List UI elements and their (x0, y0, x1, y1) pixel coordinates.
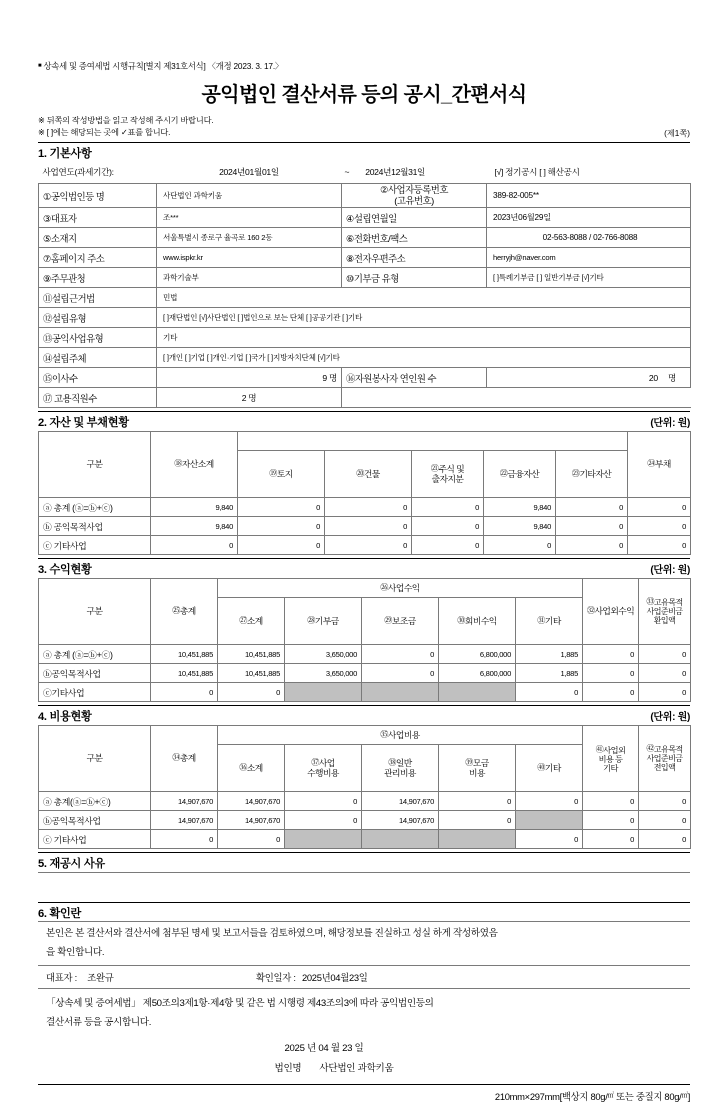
expenses-row2-c5: 0 (516, 830, 583, 849)
section2-heading-text: 2. 자산 및 부채현황 (38, 417, 129, 430)
assets-col-stocks: ㉑주식 및 출자지분 (412, 451, 484, 498)
revenue-table (38, 578, 691, 702)
confirmation-statement (38, 921, 690, 964)
revenue-row0-label: ⓐ 총계 (ⓐ=ⓑ+ⓒ) (39, 645, 151, 664)
revenue-col-membership (439, 598, 516, 645)
expenses-col-other-text: 기타 (544, 762, 561, 773)
instruction-notes (38, 115, 213, 139)
section5-heading (38, 852, 690, 871)
assets-row1-c6: 0 (628, 517, 691, 536)
row-employees (39, 388, 691, 408)
expenses-row2-label: ⓒ 기타사업 (39, 830, 151, 849)
revenue-row1-c6: 0 (583, 664, 639, 683)
assets-col-other (556, 451, 628, 498)
assets-row0-c4: 9,840 (484, 498, 556, 517)
expenses-col-subtotal (218, 745, 285, 792)
value-corp-name: 사단법인 과학키움 (157, 183, 342, 208)
value-directors-count (157, 368, 342, 388)
expenses-col-other-num: ㊵ (537, 762, 545, 772)
expenses-row1-c0: 14,907,670 (151, 811, 218, 830)
label-email: ⑧전자우편주소 (342, 248, 487, 268)
assets-row1-c2: 0 (325, 517, 412, 536)
value-representative: 조*** (157, 208, 342, 228)
row-founding-law (39, 288, 691, 308)
confirm-date-value: 2025년04월23일 (301, 971, 368, 983)
revenue-col-reserve-return: ㉝고유목적 사업준비금 환입액 (639, 579, 691, 645)
fiscal-year-end: 2024년12월31일 (365, 167, 426, 178)
revenue-col-donation-num: ㉘ (307, 615, 315, 625)
revenue-col-non-business: ㉜사업외수익 (583, 579, 639, 645)
expenses-row0-c6: 0 (583, 792, 639, 811)
expenses-col-other (516, 745, 583, 792)
table-row (39, 792, 691, 811)
expenses-header-top (39, 726, 691, 745)
assets-col-subtotal-num: ⑱ (174, 459, 182, 469)
table-row (39, 498, 691, 517)
section2-unit-label: (단위: 원) (650, 418, 690, 430)
revenue-col-other-num: ㉛ (537, 615, 545, 625)
expenses-row0-c7: 0 (639, 792, 691, 811)
paper-spec-sup1: ㎡ (607, 1092, 614, 1100)
expenses-row0-c0: 14,907,670 (151, 792, 218, 811)
row-authority (39, 268, 691, 288)
form-reference (38, 60, 690, 72)
assets-row2-c5: 0 (556, 536, 628, 555)
section5-heading-text: 5. 재공시 사유 (38, 858, 105, 871)
revenue-row1-c0: 10,451,885 (151, 664, 218, 683)
expenses-row0-c3: 14,907,670 (362, 792, 439, 811)
volunteers-count-number: 20 (648, 372, 658, 383)
table-row (39, 811, 691, 830)
revenue-col-donation-text: 기부금 (314, 615, 339, 626)
assets-row0-c2: 0 (325, 498, 412, 517)
label-address: ⑤소재지 (39, 228, 157, 248)
expenses-row2-c1: 0 (218, 830, 285, 849)
assets-col-liabilities-num: ㉔ (647, 459, 655, 469)
assets-row2-label: ⓒ 기타사업 (39, 536, 151, 555)
expenses-col-business-group (218, 726, 583, 745)
revenue-row0-c7: 0 (639, 645, 691, 664)
employees-count-number: 2 (241, 392, 247, 403)
signature-corp-name: 사단법인 과학키움 (319, 1063, 394, 1075)
section1-heading-text: 1. 기본사항 (38, 147, 92, 160)
fiscal-year-label: 사업연도(과세기간): (39, 162, 157, 184)
section5-content[interactable] (38, 872, 690, 899)
label-employees-count: ⑰ 고용직원수 (39, 388, 157, 408)
revenue-row1-c1: 10,451,885 (218, 664, 285, 683)
assets-header-top (39, 432, 691, 451)
revenue-col-total-num: ㉕ (172, 606, 180, 616)
revenue-row0-c1: 10,451,885 (218, 645, 285, 664)
paper-spec-a: 210mm×297mm[백상지 80g/ (494, 1091, 608, 1103)
label-public-business-type: ⑬공익사업유형 (39, 328, 157, 348)
assets-row0-c6: 0 (628, 498, 691, 517)
assets-col-land (238, 451, 325, 498)
assets-row1-label: ⓑ 공익목적사업 (39, 517, 151, 536)
expenses-row2-c6: 0 (583, 830, 639, 849)
revenue-row0-c4: 6,800,000 (439, 645, 516, 664)
expenses-row2-c3 (362, 830, 439, 849)
instruction-note-1: ※ 뒤쪽의 작성방법을 읽고 작성해 주시기 바랍니다. (38, 116, 214, 125)
revenue-col-subtotal-num: ㉗ (239, 615, 247, 625)
label-founder-type: ⑭설립주체 (39, 348, 157, 368)
revenue-col-total-text: 총계 (179, 606, 196, 617)
assets-row0-c3: 0 (412, 498, 484, 517)
assets-col-building (325, 451, 412, 498)
value-address: 서울특별시 종로구 율곡로 160 2동 (157, 228, 342, 248)
fiscal-year-row (39, 162, 691, 184)
assets-col-liabilities (628, 432, 691, 498)
revenue-col-donation (285, 598, 362, 645)
representative-field (46, 970, 256, 984)
expenses-col-reserve-transfer: ㊷고유목적 사업준비금 전입액 (639, 726, 691, 792)
revenue-col-business-group-text: 사업수익 (387, 582, 420, 593)
value-authority: 과학기술부 (157, 268, 342, 288)
expenses-row1-c6: 0 (583, 811, 639, 830)
confirm-date-field (256, 970, 368, 984)
revenue-col-subtotal (218, 598, 285, 645)
label-founding-law: ⑪설립근거법 (39, 288, 157, 308)
expenses-row2-c4 (439, 830, 516, 849)
assets-col-division: 구분 (39, 432, 151, 498)
revenue-header-top (39, 579, 691, 598)
assets-col-financial (484, 451, 556, 498)
expenses-row1-c7: 0 (639, 811, 691, 830)
revenue-col-membership-text: 회비수익 (464, 615, 497, 626)
revenue-row1-c4: 6,800,000 (439, 664, 516, 683)
assets-col-group-header (238, 432, 628, 451)
revenue-col-reserve-return-num: ㉝ (646, 597, 654, 607)
expenses-col-division: 구분 (39, 726, 151, 792)
row-establishment-type (39, 308, 691, 328)
section3-unit-label: (단위: 원) (650, 565, 690, 577)
expenses-col-total-num: ㉞ (172, 753, 180, 763)
employees-row-filler (342, 388, 691, 408)
assets-row1-c5: 0 (556, 517, 628, 536)
expenses-col-admin-num: ㊳ (388, 758, 396, 768)
label-establish-date: ④설립연월일 (342, 208, 487, 228)
expenses-row0-c2: 0 (285, 792, 362, 811)
table-row (39, 645, 691, 664)
revenue-row2-c4 (439, 683, 516, 702)
revenue-row2-c0: 0 (151, 683, 218, 702)
row-address (39, 228, 691, 248)
revenue-col-business-group (218, 579, 583, 598)
assets-row2-c3: 0 (412, 536, 484, 555)
expenses-row2-c7: 0 (639, 830, 691, 849)
expenses-row1-label: ⓑ공익목적사업 (39, 811, 151, 830)
header-notes-row (38, 115, 690, 139)
signature-date: 2025 년 04 월 23 일 (284, 1043, 364, 1055)
label-authority: ⑨주무관청 (39, 268, 157, 288)
revenue-row1-c7: 0 (639, 664, 691, 683)
directors-count-number: 9 (322, 372, 327, 383)
assets-row2-c6: 0 (628, 536, 691, 555)
assets-row1-c0: 9,840 (151, 517, 238, 536)
expenses-row2-c0: 0 (151, 830, 218, 849)
revenue-row1-c5: 1,885 (516, 664, 583, 683)
value-donation-type[interactable]: [ ]특례기부금 [ ] 일반기부금 [√]기타 (487, 268, 691, 288)
expenses-col-subtotal-num: ㊱ (239, 762, 247, 772)
revenue-col-other-text: 기타 (544, 615, 561, 626)
section1-heading (38, 142, 690, 161)
value-business-number: 389-82-005** (487, 183, 691, 208)
representative-name: 조완규 (87, 971, 114, 983)
expenses-col-total-text: 총계 (179, 753, 196, 764)
revenue-row1-c3: 0 (362, 664, 439, 683)
revenue-row0-c5: 1,885 (516, 645, 583, 664)
revenue-row2-c3 (362, 683, 439, 702)
expenses-row1-c2: 0 (285, 811, 362, 830)
label-business-number: ②사업자등록번호 (고유번호) (342, 183, 487, 208)
revenue-row2-c2 (285, 683, 362, 702)
revenue-row0-c6: 0 (583, 645, 639, 664)
expenses-col-admin: ㊳일반 관리비용 (362, 745, 439, 792)
employees-count-unit: 명 (248, 392, 257, 403)
table-row (39, 830, 691, 849)
revenue-col-division: 구분 (39, 579, 151, 645)
row-founder-type (39, 348, 691, 368)
fiscal-year-start: 2024년01월01일 (157, 162, 342, 184)
expenses-row1-c5 (516, 811, 583, 830)
revenue-row1-label: ⓑ공익목적사업 (39, 664, 151, 683)
assets-row0-c1: 0 (238, 498, 325, 517)
assets-row1-c4: 9,840 (484, 517, 556, 536)
revenue-row0-c0: 10,451,885 (151, 645, 218, 664)
row-directors (39, 368, 691, 388)
table-row (39, 683, 691, 702)
signature-corp-label: 법인명 (274, 1063, 302, 1075)
assets-row0-label: ⓐ 총계 (ⓐ=ⓑ+ⓒ) (39, 498, 151, 517)
value-email[interactable]: herryjh@naver.com (487, 248, 691, 268)
assets-row2-c4: 0 (484, 536, 556, 555)
expenses-col-business-group-num: ㉟ (380, 729, 388, 739)
value-homepage[interactable]: www.ispkr.kr (157, 248, 342, 268)
basic-info-table (38, 162, 691, 409)
expenses-col-total (151, 726, 218, 792)
confirmation-signature-row (38, 965, 690, 989)
section6-heading-text: 6. 확인란 (38, 908, 82, 921)
revenue-row2-c5: 0 (516, 683, 583, 702)
label-volunteers-count: ⑯자원봉사자 연인원 수 (342, 368, 487, 388)
value-phone-fax: 02-563-8088 / 02-766-8088 (487, 228, 691, 248)
section3-heading-text: 3. 수익현황 (38, 564, 92, 577)
assets-col-other-text: 기타자산 (579, 468, 612, 479)
value-founder-type[interactable]: [ ]개인 [ ]기업 [ ]개인·기업 [ ]국가 [ ]지방자치단체 [√]기타 (157, 348, 691, 368)
revenue-col-non-business-num: ㉜ (586, 606, 595, 616)
assets-row0-c5: 0 (556, 498, 628, 517)
assets-col-building-text: 건물 (363, 468, 380, 479)
revenue-col-subsidy-num: ㉙ (384, 615, 392, 625)
fiscal-year-tilde: ~ (344, 167, 350, 178)
assets-col-financial-num: ㉒ (499, 468, 508, 478)
value-volunteers-count (487, 368, 691, 388)
expenses-row0-c4: 0 (439, 792, 516, 811)
table-row (39, 664, 691, 683)
revenue-row2-c7: 0 (639, 683, 691, 702)
expenses-row1-c4: 0 (439, 811, 516, 830)
assets-row1-c3: 0 (412, 517, 484, 536)
representative-label: 대표자 : (46, 971, 77, 983)
page-title: 공익법인 결산서류 등의 공시_간편서식 (201, 84, 527, 106)
revenue-row2-c6: 0 (583, 683, 639, 702)
assets-row2-c2: 0 (325, 536, 412, 555)
assets-col-land-num: ⑲ (269, 468, 277, 478)
expenses-table (38, 725, 691, 849)
legal-basis-line2: 결산서류 등을 공시합니다. (46, 1016, 152, 1028)
expenses-col-reserve-transfer-num: ㊷ (646, 744, 654, 754)
row-public-business-type (39, 328, 691, 348)
row-homepage (39, 248, 691, 268)
instruction-note-2: ※ [ ]에는 해당되는 곳에 ✓표를 합니다. (38, 127, 171, 137)
expenses-row0-c1: 14,907,670 (218, 792, 285, 811)
assets-row2-c0: 0 (151, 536, 238, 555)
paper-spec-sup2: ㎡ (681, 1092, 688, 1100)
label-phone-fax: ⑥전화번호/팩스 (342, 228, 487, 248)
revenue-col-subsidy (362, 598, 439, 645)
signature-corporation (38, 1060, 690, 1074)
assets-row2-c1: 0 (238, 536, 325, 555)
confirmation-statement-line1: 본인은 본 결산서와 결산서에 첨부된 명세 및 보고서들을 검토하였으며, 해당정보를 진실하고 성실 하게 작성하였음 (46, 928, 498, 940)
expenses-col-fundraising: ㊴모금 비용 (439, 745, 516, 792)
bullet-square-icon: ■ (38, 63, 42, 69)
label-directors-count: ⑮이사수 (39, 368, 157, 388)
label-donation-type: ⑩기부금 유형 (342, 268, 487, 288)
paper-spec-c: ] (687, 1091, 690, 1103)
revenue-row2-label: ⓒ기타사업 (39, 683, 151, 702)
row-corp-name (39, 183, 691, 208)
assets-liabilities-table (38, 431, 691, 555)
assets-col-subtotal-text: 자산소계 (181, 459, 214, 470)
table-row (39, 536, 691, 555)
revenue-col-other (516, 598, 583, 645)
assets-col-building-num: ⑳ (356, 468, 364, 478)
row-representative (39, 208, 691, 228)
label-establishment-type: ⑫설립유형 (39, 308, 157, 328)
expenses-col-fundraising-num: ㊴ (465, 758, 473, 768)
assets-row1-c1: 0 (238, 517, 325, 536)
section4-unit-label: (단위: 원) (650, 712, 690, 724)
section3-heading (38, 558, 690, 577)
revenue-col-membership-num: ㉚ (457, 615, 465, 625)
expenses-row1-c1: 14,907,670 (218, 811, 285, 830)
section6-heading (38, 902, 690, 921)
revenue-row2-c1: 0 (218, 683, 285, 702)
form-page (38, 0, 690, 1103)
value-establishment-type[interactable]: [ ]재단법인 [√]사단법인 [ ]법인으로 보는 단체 [ ]공공기관 [ ]기타 (157, 308, 691, 328)
assets-col-subtotal (151, 432, 238, 498)
assets-col-stocks-num: ㉑ (430, 464, 439, 474)
value-public-business-type: 기타 (157, 328, 691, 348)
value-founding-law: 민법 (157, 288, 691, 308)
revenue-row0-c3: 0 (362, 645, 439, 664)
section4-heading-text: 4. 비용현황 (38, 711, 92, 724)
section2-heading (38, 411, 690, 430)
table-row (39, 517, 691, 536)
value-establish-date: 2023년06월29일 (487, 208, 691, 228)
expenses-row0-label: ⓐ 총계(ⓐ=ⓑ+ⓒ) (39, 792, 151, 811)
revenue-col-total (151, 579, 218, 645)
assets-col-land-text: 토지 (276, 468, 293, 479)
section4-heading (38, 705, 690, 724)
paper-spec-b: 또는 중질지 80g/ (613, 1091, 682, 1103)
expenses-row2-c2 (285, 830, 362, 849)
label-representative: ③대표자 (39, 208, 157, 228)
assets-col-other-num: ㉓ (571, 468, 580, 478)
page-number-label: (제1쪽) (664, 128, 690, 138)
revenue-col-business-group-num: ㉖ (380, 582, 388, 592)
legal-basis-line1: 「상속세 및 증여세법」 제50조의3제1항·제4항 및 같은 법 시행령 제43조의3에 따라 공익법인등의 (46, 997, 434, 1009)
expenses-col-non-business-num: ㊶ (595, 744, 604, 754)
paper-specification (38, 1085, 690, 1103)
expenses-col-execution: ㊲사업 수행비용 (285, 745, 362, 792)
directors-count-unit: 명 (328, 372, 337, 383)
assets-col-liabilities-text: 부채 (654, 459, 671, 470)
assets-row0-c0: 9,840 (151, 498, 238, 517)
expenses-col-subtotal-text: 소계 (246, 762, 263, 773)
disclosure-type-options[interactable]: [√] 정기공시 [ ] 해산공시 (487, 162, 691, 184)
revenue-row0-c2: 3,650,000 (285, 645, 362, 664)
value-employees-count (157, 388, 342, 408)
expenses-col-business-group-text: 사업비용 (387, 729, 420, 740)
form-reference-text: 상속세 및 증여세법 시행규칙[별지 제31호서식] 〈개정 2023. 3. 17.〉 (43, 61, 284, 71)
label-corp-name: ①공익법인등 명 (39, 183, 157, 208)
assets-col-financial-text: 금융자산 (507, 468, 540, 479)
confirm-date-label: 확인일자 : (256, 971, 296, 983)
revenue-row1-c2: 3,650,000 (285, 664, 362, 683)
fiscal-year-end-cell (342, 162, 487, 184)
volunteers-count-unit: 명 (667, 372, 676, 383)
expenses-col-execution-num: ㊲ (311, 758, 319, 768)
expenses-row0-c5: 0 (516, 792, 583, 811)
expenses-row1-c3: 14,907,670 (362, 811, 439, 830)
label-homepage: ⑦홈페이지 주소 (39, 248, 157, 268)
revenue-col-subsidy-text: 보조금 (391, 615, 416, 626)
expenses-col-non-business: ㊶사업외 비용 등 기타 (583, 726, 639, 792)
confirmation-statement-line2: 을 확인합니다. (46, 947, 105, 959)
revenue-col-subtotal-text: 소계 (246, 615, 263, 626)
